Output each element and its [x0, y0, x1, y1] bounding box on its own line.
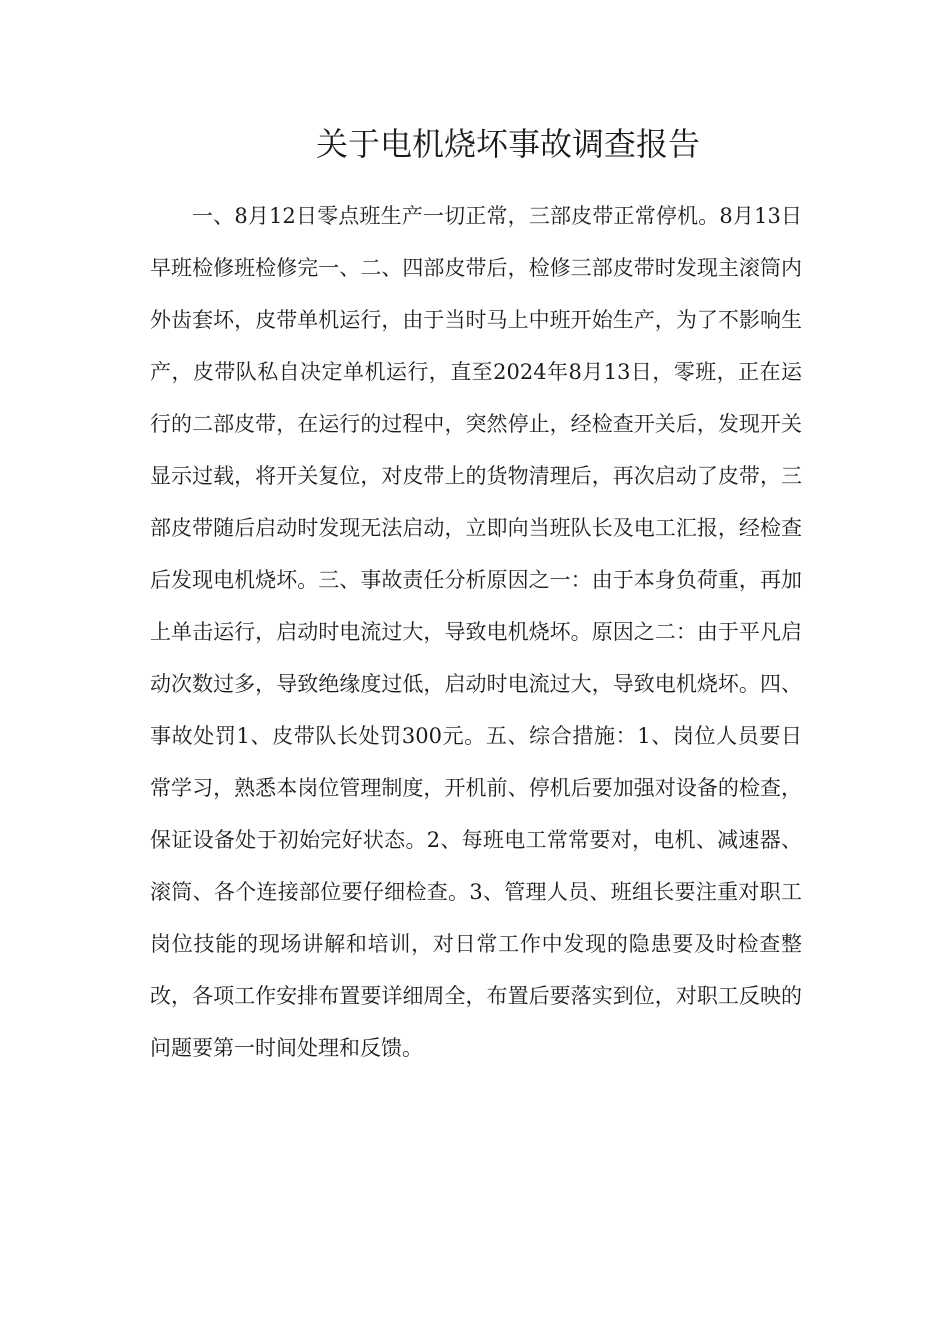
- document-body-paragraph: 一、8月12日零点班生产一切正常，三部皮带正常停机。8月13日早班检修班检修完一、二、四部皮带后，检修三部皮带时发现主滚筒内外齿套坏，皮带单机运行，由于当时马上中班开始生产，为了不影响生产，皮带队私自决定单机运行，直至2024年8月13日，零班，正在运行的二部皮带，在运行的过程中，突然停止，经检查开关后，发现开关显示过载，将开关复位，对皮带上的货物清理后，再次启动了皮带，三部皮带随后启动时发现无法启动，立即向当班队长及电工汇报，经检查后发现电机烧坏。三、事故责任分析原因之一：由于本身负荷重，再加上单击运行，启动时电流过大，导致电机烧坏。原因之二：由于平凡启动次数过多，导致绝缘度过低，启动时电流过大，导致电机烧坏。四、事故处罚1、皮带队长处罚300元。五、综合措施：1、岗位人员要日常学习，熟悉本岗位管理制度，开机前、停机后要加强对设备的检查，保证设备处于初始完好状态。2、每班电工常常要对，电机、减速器、滚筒、各个连接部位要仔细检查。3、管理人员、班组长要注重对职工岗位技能的现场讲解和培训，对日常工作中发现的隐患要及时检查整改，各项工作安排布置要详细周全，布置后要落实到位，对职工反映的问题要第一时间处理和反馈。: [150, 204, 802, 1060]
- document-title: 关于电机烧坏事故调查报告: [315, 125, 700, 163]
